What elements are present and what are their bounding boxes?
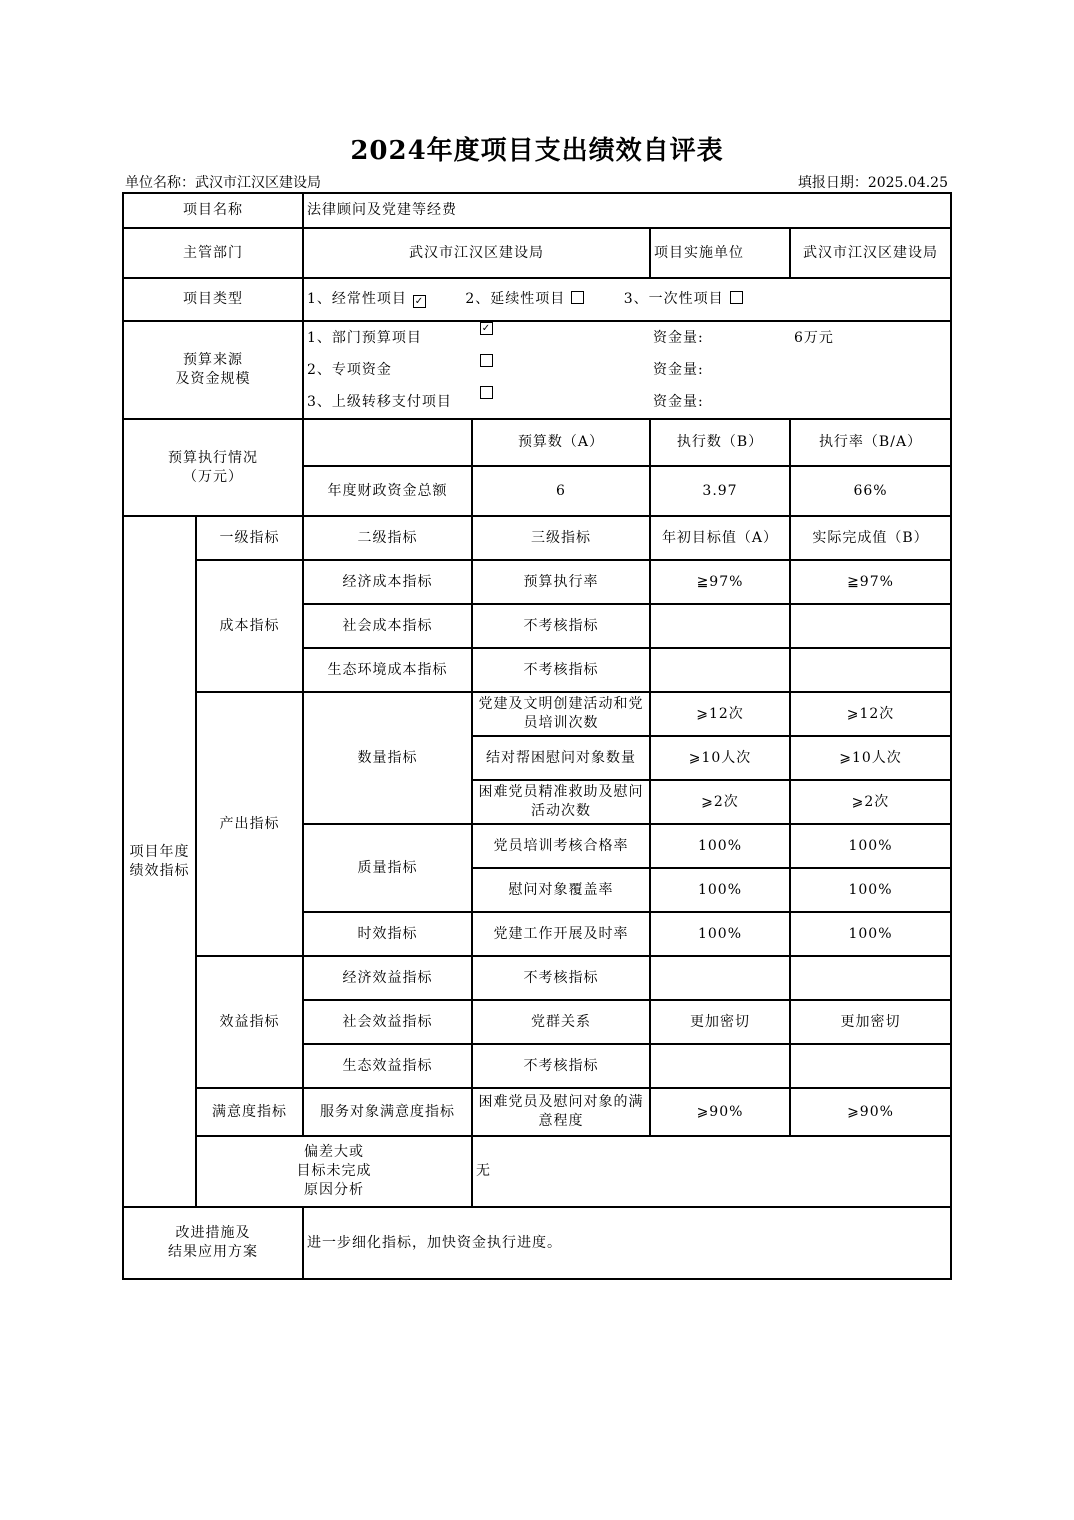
level2-eco-benefit: 生态效益指标 <box>303 1044 472 1088</box>
row-budget-source <box>123 321 951 419</box>
improvement-label <box>123 1207 303 1279</box>
source-item-2-name: 2、专项资金 <box>307 362 392 378</box>
level3-cell: 不考核指标 <box>472 648 650 692</box>
level2-quantity: 数量指标 <box>303 692 472 824</box>
actual-cell: ⩾12次 <box>790 692 951 736</box>
target-cell <box>650 956 790 1000</box>
table-row <box>123 1088 951 1136</box>
level3-cell <box>472 1088 650 1136</box>
level1-output: 产出指标 <box>196 692 303 956</box>
source-label-line1: 预算来源 <box>183 352 243 368</box>
level3-cell: 党员培训考核合格率 <box>472 824 650 868</box>
type-option-onetime <box>624 291 743 307</box>
level2-econ-benefit: 经济效益指标 <box>303 956 472 1000</box>
level2-eco-cost: 生态环境成本指标 <box>303 648 472 692</box>
source-item-3-fund-label: 资金量: <box>653 394 704 410</box>
actual-cell <box>790 604 951 648</box>
level3-cell: 不考核指标 <box>472 604 650 648</box>
target-cell: 100% <box>650 868 790 912</box>
level3-cell <box>472 692 650 736</box>
table-row <box>123 956 951 1000</box>
actual-cell: ⩾10人次 <box>790 736 951 780</box>
source-item-1-name: 1、部门预算项目 <box>307 330 422 346</box>
deviation-label <box>196 1136 472 1207</box>
actual-cell: ⩾2次 <box>790 780 951 824</box>
actual-cell: 100% <box>790 824 951 868</box>
deviation-value: 无 <box>472 1136 951 1207</box>
row-indicator-header <box>123 516 951 560</box>
header-actual: 实际完成值（B） <box>790 516 951 560</box>
row-project-name <box>123 193 951 228</box>
type-option-recurring-label: 1、经常性项目 <box>307 291 407 307</box>
level3-line2: 意程度 <box>538 1113 584 1129</box>
header-level2: 二级指标 <box>303 516 472 560</box>
execution-label-line2: （万元） <box>183 468 243 485</box>
header-target: 年初目标值（A） <box>650 516 790 560</box>
impl-unit-value: 武汉市江汉区建设局 <box>790 228 951 278</box>
execution-col-a: 预算数（A） <box>472 419 650 466</box>
level2-quality: 质量指标 <box>303 824 472 912</box>
dept-label: 主管部门 <box>123 228 303 278</box>
level3-cell: 不考核指标 <box>472 956 650 1000</box>
source-item-3-name: 3、上级转移支付项目 <box>307 394 452 410</box>
source-label-line2: 及资金规模 <box>175 371 251 387</box>
level3-line2: 员培训次数 <box>523 715 599 731</box>
target-cell: ≧97% <box>650 560 790 604</box>
execution-a: 6 <box>472 466 650 516</box>
header-level3: 三级指标 <box>472 516 650 560</box>
level3-cell: 党建工作开展及时率 <box>472 912 650 956</box>
unit-name: 单位名称：武汉市江汉区建设局 <box>125 175 321 191</box>
target-cell: ⩾90% <box>650 1088 790 1136</box>
row-execution-header <box>123 419 951 466</box>
source-item-2-fund-label: 资金量: <box>653 362 704 378</box>
target-cell: 100% <box>650 912 790 956</box>
checkbox-recurring[interactable]: ✓ <box>414 296 425 307</box>
header-level1: 一级指标 <box>196 516 303 560</box>
checkbox-continuing[interactable] <box>571 291 584 304</box>
type-label: 项目类型 <box>123 278 303 321</box>
level3-line1: 党建及文明创建活动和党 <box>478 696 644 712</box>
source-item-2 <box>304 354 950 386</box>
table-row <box>123 560 951 604</box>
source-label <box>123 321 303 419</box>
level3-line1: 困难党员精准救助及慰问 <box>478 784 644 800</box>
source-item-1-fund-label: 资金量: <box>653 330 704 346</box>
actual-cell: 100% <box>790 868 951 912</box>
type-option-onetime-label: 3、一次性项目 <box>623 291 724 307</box>
improvement-value: 进一步细化指标，加快资金执行进度。 <box>303 1207 951 1279</box>
checkbox-special-fund[interactable] <box>480 354 493 367</box>
level2-econ-cost: 经济成本指标 <box>303 560 472 604</box>
actual-cell: ≧97% <box>790 560 951 604</box>
table-row <box>123 692 951 736</box>
indicators-label-line2: 绩效指标 <box>129 862 190 879</box>
impl-unit-label: 项目实施单位 <box>650 228 790 278</box>
self-evaluation-table <box>122 192 952 1280</box>
deviation-label-line1: 偏差大或 <box>304 1144 364 1160</box>
level1-satisfaction: 满意度指标 <box>196 1088 303 1136</box>
execution-rate: 66% <box>790 466 951 516</box>
level3-line2: 活动次数 <box>531 803 591 819</box>
source-item-1-fund-value: 6万元 <box>794 330 834 346</box>
deviation-label-line2: 目标未完成 <box>296 1163 372 1179</box>
level1-cost: 成本指标 <box>196 560 303 692</box>
level3-cell: 结对帮困慰问对象数量 <box>472 736 650 780</box>
row-department <box>123 228 951 278</box>
actual-cell: ⩾90% <box>790 1088 951 1136</box>
source-item-3 <box>304 386 950 418</box>
type-option-continuing-label: 2、延续性项目 <box>465 291 566 307</box>
row-deviation <box>123 1136 951 1207</box>
actual-cell <box>790 956 951 1000</box>
target-cell <box>650 648 790 692</box>
level1-benefit: 效益指标 <box>196 956 303 1088</box>
target-cell: 100% <box>650 824 790 868</box>
actual-cell: 100% <box>790 912 951 956</box>
level2-social-cost: 社会成本指标 <box>303 604 472 648</box>
level2-service-satisfaction: 服务对象满意度指标 <box>303 1088 472 1136</box>
level3-cell: 不考核指标 <box>472 1044 650 1088</box>
target-cell <box>650 604 790 648</box>
deviation-label-line3: 原因分析 <box>304 1182 364 1198</box>
actual-cell <box>790 648 951 692</box>
row-project-type <box>123 278 951 321</box>
execution-label-line1: 预算执行情况 <box>168 449 258 466</box>
execution-row-label: 年度财政资金总额 <box>303 466 472 516</box>
execution-label <box>123 419 303 516</box>
target-cell <box>650 1044 790 1088</box>
level3-cell <box>472 780 650 824</box>
execution-col-rate: 执行率（B/A） <box>790 419 951 466</box>
type-option-continuing <box>465 291 584 307</box>
target-cell: ⩾2次 <box>650 780 790 824</box>
checkbox-transfer-payment[interactable] <box>480 386 493 399</box>
improvement-label-line2: 结果应用方案 <box>168 1244 258 1260</box>
source-item-1 <box>304 322 950 354</box>
dept-value: 武汉市江汉区建设局 <box>303 228 650 278</box>
level2-timeliness: 时效指标 <box>303 912 472 956</box>
report-date: 填报日期：2025.04.25 <box>797 175 948 191</box>
source-items <box>303 321 951 419</box>
page-title: 2024年度项目支出绩效自评表 <box>350 136 724 166</box>
type-option-recurring <box>307 291 426 307</box>
level3-cell: 党群关系 <box>472 1000 650 1044</box>
actual-cell: 更加密切 <box>790 1000 951 1044</box>
checkbox-onetime[interactable] <box>730 291 743 304</box>
indicators-label <box>123 516 196 1207</box>
level2-social-benefit: 社会效益指标 <box>303 1000 472 1044</box>
row-improvement <box>123 1207 951 1279</box>
target-cell: ⩾10人次 <box>650 736 790 780</box>
project-name-label: 项目名称 <box>123 193 303 228</box>
actual-cell <box>790 1044 951 1088</box>
indicators-label-line1: 项目年度 <box>129 843 190 860</box>
execution-col-b: 执行数（B） <box>650 419 790 466</box>
level3-cell: 慰问对象覆盖率 <box>472 868 650 912</box>
type-options <box>303 278 951 321</box>
execution-blank <box>303 419 472 466</box>
improvement-label-line1: 改进措施及 <box>175 1225 251 1241</box>
level3-cell: 预算执行率 <box>472 560 650 604</box>
level3-line1: 困难党员及慰问对象的满 <box>478 1094 644 1110</box>
project-name-value: 法律顾问及党建等经费 <box>303 193 951 228</box>
target-cell: ⩾12次 <box>650 692 790 736</box>
checkbox-dept-budget[interactable]: ✓ <box>481 323 492 334</box>
execution-b: 3.97 <box>650 466 790 516</box>
target-cell: 更加密切 <box>650 1000 790 1044</box>
